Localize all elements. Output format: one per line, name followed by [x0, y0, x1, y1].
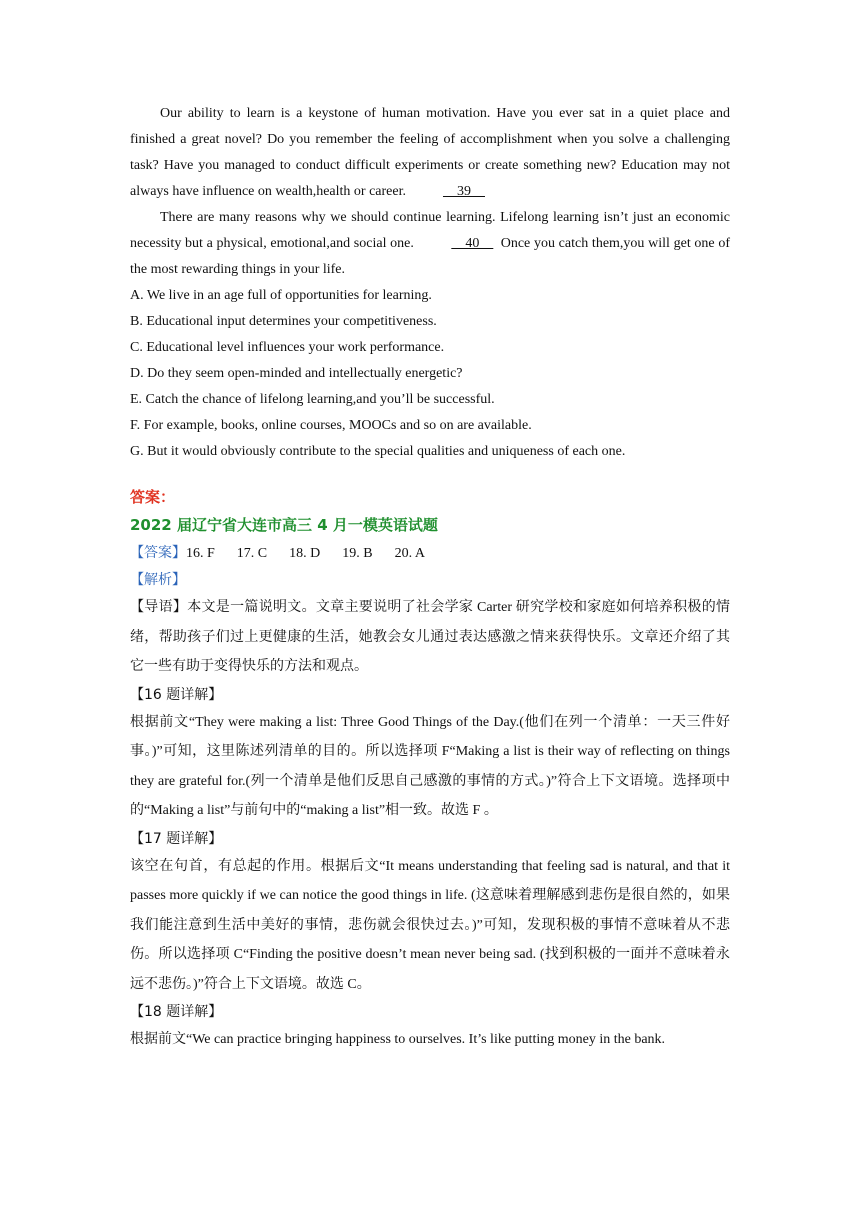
analysis-label: 【解析】	[130, 572, 186, 588]
answer-item: 16. F	[186, 546, 215, 561]
options-list	[130, 283, 730, 465]
passage-paragraph-2	[130, 205, 730, 283]
blank-40: 40	[451, 236, 494, 251]
answer-item: 17. C	[236, 546, 268, 561]
q18-label: 【18 题详解】	[130, 1004, 223, 1020]
passage-text: Our ability to learn is a keystone of human motivation. Have you ever sat in a quiet place and finished a great novel? Do you remember the feeling of accomplishment when you solve a challenging task? Have you managed to conduct difficult experiments or create something new? Education may not always have influence on wealth,health or career.	[130, 106, 730, 199]
guide-label: 【导语】	[130, 599, 188, 615]
option-e: E. Catch the chance of lifelong learning,and you’ll be successful.	[130, 392, 495, 407]
q18-explanation: 根据前文“We can practice bringing happiness to ourselves. It’s like putting money in the bank.	[130, 1032, 666, 1047]
option-d: D. Do they seem open-minded and intellectually energetic?	[130, 366, 463, 381]
passage-text: There are many reasons why we should continue learning. Lifelong learning isn’t just an economic necessity but a physical, emotional,and social one.	[130, 210, 730, 251]
option-c: C. Educational level influences your work performance.	[130, 340, 445, 355]
option-a: A. We live in an age full of opportunities for learning.	[130, 288, 432, 303]
guide-paragraph	[130, 593, 730, 682]
passage-text: Once you catch them,you will get one of the most rewarding things in your life.	[130, 236, 731, 277]
answer-item: 20. A	[394, 546, 425, 561]
document-content	[130, 101, 730, 1055]
answer-item: 18. D	[289, 546, 321, 561]
passage-paragraph-1	[130, 101, 730, 205]
option-g: G. But it would obviously contribute to the special qualities and uniqueness of each one.	[130, 444, 626, 459]
answer-label: 【答案】	[130, 545, 186, 561]
exam-title: 2022 届辽宁省大连市高三 4 月一模英语试题	[130, 516, 438, 534]
option-f: F. For example, books, online courses, MOOCs and so on are available.	[130, 418, 532, 433]
q16-explanation: 根据前文“They were making a list: Three Good Things of the Day.(他们在列一个清单：一天三件好事。)”可知，这里陈述列清单的目的。所以选择项 F“Making a list is their way of reflecting on things they are grateful for.(列一个清单是他们反思自己感激的事情的方式。)”符合上下文语境。选择项中的“Making a list”与前句中的“making a list”相一致。故选 F 。	[130, 714, 730, 818]
answer-line	[130, 540, 730, 567]
q16-label: 【16 题详解】	[130, 686, 223, 703]
answer-item: 19. B	[342, 546, 373, 561]
q17-explanation: 该空在句首，有总起的作用。根据后文“It means understanding that feeling sad is natural, and that it passes more quickly if we can notice the good things in life. (这意味着理解感到悲伤是很自然的，如果我们能注意到生活中美好的事情，悲伤就会很快过去。)”可知，发现积极的事情不意味着从不悲伤。所以选择项 C“Finding the positive doesn’t mean never being sad. (找到积极的一面并不意味着永远不悲伤。)”符合上下文语境。故选 C。	[130, 858, 730, 992]
answer-heading: 答案：	[130, 488, 176, 506]
blank-39: 39	[442, 184, 485, 199]
option-b: B. Educational input determines your competitiveness.	[130, 314, 437, 329]
q17-label: 【17 题详解】	[130, 830, 223, 847]
guide-text: 本文是一篇说明文。文章主要说明了社会学家 Carter 研究学校和家庭如何培养积极的情绪，帮助孩子们过上更健康的生活，她教会女儿通过表达感激之情来获得快乐。文章还介绍了其它一些有助于变得快乐的方法和观点。	[130, 600, 730, 674]
